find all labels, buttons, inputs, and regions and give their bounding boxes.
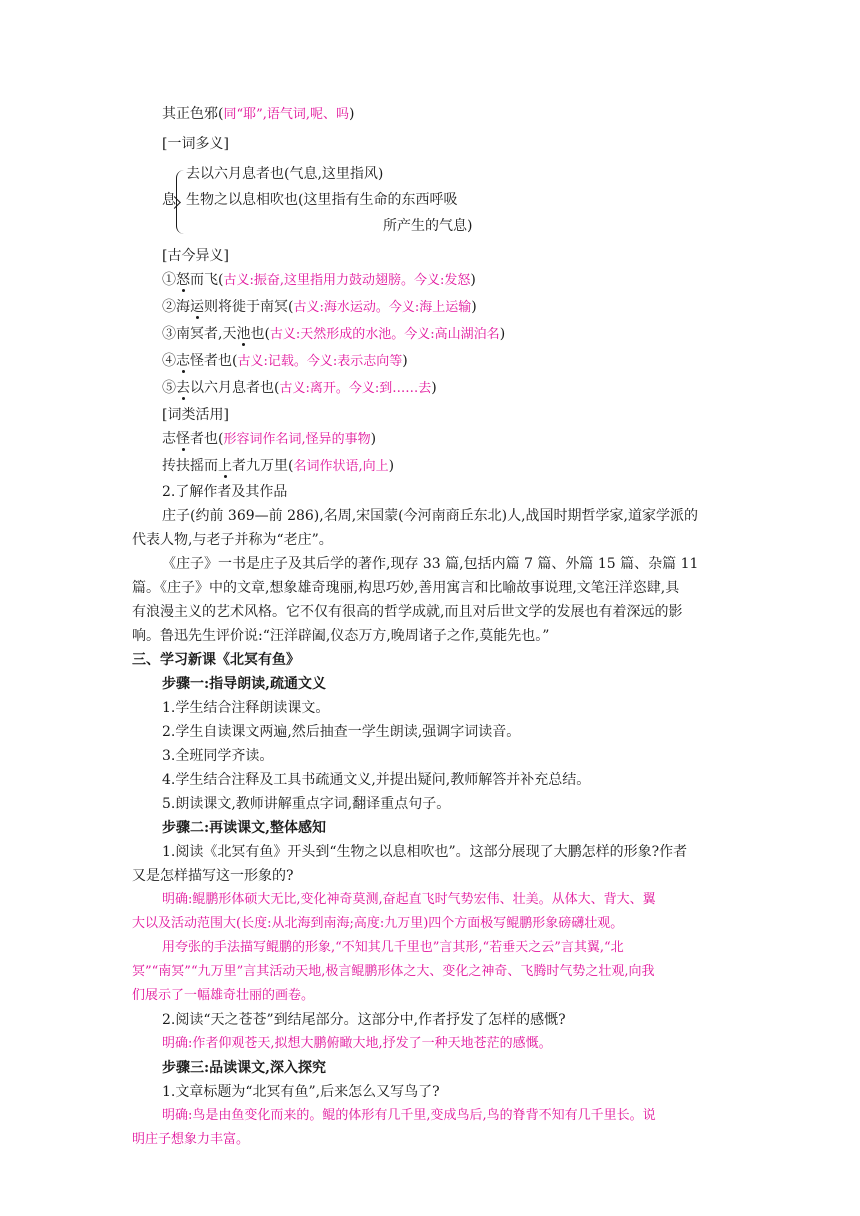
line-qi-zheng-se [162, 104, 355, 125]
text: ① [162, 272, 176, 288]
text: 则将徙于南冥( [204, 299, 294, 315]
text: 所产生的气息 [383, 218, 467, 234]
text: ⑤ [162, 380, 176, 396]
text: ③南冥者,天 [162, 326, 237, 342]
gujin-item-4 [162, 351, 408, 372]
dotted-char: 怪 [176, 431, 190, 447]
xi-meaning-1 [186, 164, 383, 184]
paragraph-line: 响。鲁迅先生评价说:“汪洋辟阖,仪态万方,晚周诸子之作,莫能先也。” [132, 628, 550, 644]
annotation: 古义:振奋,这里指用力鼓动翅膀。今义:发怒 [223, 273, 471, 288]
gujin-item-3 [162, 324, 505, 345]
annotation: 形容词作名词,怪异的事物 [223, 432, 371, 447]
text: ④ [162, 353, 176, 369]
step-heading: 步骤三:品读课文,深入探究 [162, 1060, 327, 1076]
heading-gu-jin-yi-yi: [古今异义] [162, 248, 229, 264]
text: 志 [162, 431, 176, 447]
text: ) [377, 166, 384, 182]
question-line: 又是怎样描写这一形象的? [132, 868, 294, 884]
text: 抟扶摇而 [162, 458, 218, 474]
step-heading: 步骤一:指导朗读,疏通文义 [162, 676, 327, 692]
text: 而飞( [190, 272, 224, 288]
cilei-item-1 [162, 429, 376, 450]
step-heading: 步骤二:再读课文,整体感知 [162, 820, 327, 836]
annotation: 古义:海水运动。今义:海上运输 [293, 300, 472, 315]
dotted-char: 怒 [176, 272, 190, 288]
paragraph-line: 有浪漫主义的艺术风格。它不仅有很高的哲学成就,而且对后世文学的发展也有着深远的影 [132, 604, 683, 620]
xi-meaning-2 [186, 190, 457, 210]
paragraph-line: 《庄子》一书是庄子及其后学的著作,现存 33 篇,包括内篇 7 篇、外篇 15 篇、杂篇 11 [162, 556, 699, 572]
heading-ci-lei-huo-yong: [词类活用] [162, 407, 229, 423]
annotation: 古义:记载。今义:表示志向等 [237, 354, 403, 369]
annotation: 名词作状语,向上 [293, 459, 389, 474]
annotation: 古义:天然形成的水池。今义:高山湖泊名 [269, 327, 500, 342]
text: ) [467, 218, 473, 234]
section-heading: 三、学习新课《北冥有鱼》 [132, 652, 300, 668]
annotation: 古义:离开。今义:到……去 [279, 381, 432, 396]
answer-line: 用夸张的手法描写鲲鹏的形象,“不知其几千里也”言其形,“若垂天之云”言其翼,“北 [162, 940, 624, 955]
text: ) [431, 380, 437, 396]
question-line: 1.文章标题为“北冥有鱼”,后来怎么又写鸟了? [162, 1084, 440, 1100]
text: 以六月息者也( [190, 380, 280, 396]
paragraph-line: 代表人物,与老子并称为“老庄”。 [132, 532, 333, 548]
text: 生物之以息相吹也( [186, 192, 304, 208]
text: ) [402, 353, 408, 369]
answer-line: 冥”“南冥”“九万里”言其活动天地,极言鲲鹏形体之大、变化之神奇、飞腾时气势之壮观,向我 [132, 964, 655, 979]
xi-meaning-2-cont [383, 216, 472, 236]
answer-line: 大以及活动范围大(长度:从北海到南海;高度:九万里)四个方面极写鲲鹏形象磅礴壮观。 [132, 916, 624, 931]
dotted-char: 志 [176, 353, 190, 369]
answer-line: 明确:作者仰观苍天,拟想大鹏俯瞰大地,抒发了一种天地苍茫的感慨。 [162, 1036, 552, 1051]
dotted-char: 去 [176, 380, 190, 396]
text: ) [499, 326, 506, 342]
text: 其正色邪( [162, 106, 224, 122]
annotation: 同“耶”,语气词,呢、吗 [223, 107, 350, 122]
text: 这里指有生命的东西呼吸 [303, 192, 458, 208]
answer-line: 们展示了一幅雄奇壮丽的画卷。 [132, 988, 315, 1003]
text: 者也( [190, 431, 224, 447]
text: ) [471, 299, 477, 315]
dotted-char: 池 [236, 326, 251, 342]
text: ②海 [162, 299, 190, 315]
text: 去以六月息者也( [186, 166, 290, 182]
step-item: 2.学生自读课文两遍,然后抽查一学生朗读,强调字词读音。 [162, 724, 521, 740]
text: 者九万里( [232, 458, 294, 474]
xi-character: 息 [162, 192, 176, 208]
heading-yi-ci-duo-yi: [一词多义] [162, 136, 229, 152]
paragraph-line: 篇。《庄子》中的文章,想象雄奇瑰丽,构思巧妙,善用寓言和比喻故事说理,文笔汪洋恣肆,具 [132, 580, 680, 596]
text: ) [370, 431, 377, 447]
dotted-char: 运 [190, 299, 204, 315]
answer-line: 明确:鲲鹏形体硕大无比,变化神奇莫测,奋起直飞时气势宏伟、壮美。从体大、背大、翼 [162, 892, 656, 907]
text: ) [470, 272, 476, 288]
gujin-item-2 [162, 297, 477, 318]
question-line: 2.阅读“天之苍苍”到结尾部分。这部分中,作者抒发了怎样的感慨? [162, 1012, 566, 1028]
text: ) [388, 458, 395, 474]
paragraph-line: 庄子(约前 369—前 286),名周,宋国蒙(今河南商丘东北)人,战国时期哲学家,道家学派的 [162, 508, 698, 524]
step-item: 1.学生结合注释朗读课文。 [162, 700, 330, 716]
step-item: 3.全班同学齐读。 [162, 748, 274, 764]
text: ) [349, 106, 355, 122]
gujin-item-1 [162, 270, 476, 291]
step-item: 5.朗读课文,教师讲解重点字词,翻译重点句子。 [162, 796, 451, 812]
text: 气息,这里指风 [289, 166, 378, 182]
dotted-char: 上 [218, 458, 232, 474]
text: 怪者也( [190, 353, 238, 369]
cilei-item-2 [162, 456, 394, 477]
answer-line: 明确:鸟是由鱼变化而来的。鲲的体形有几千里,变成鸟后,鸟的脊背不知有几千里长。说 [162, 1108, 656, 1123]
step-item: 4.学生结合注释及工具书疏通文义,并提出疑问,教师解答并补充总结。 [162, 772, 591, 788]
gujin-item-5 [162, 378, 437, 399]
answer-line: 明庄子想象力丰富。 [132, 1132, 250, 1147]
author-heading: 2.了解作者及其作品 [162, 484, 288, 500]
text: 也( [250, 326, 270, 342]
question-line: 1.阅读《北冥有鱼》开头到“生物之以息相吹也”。这部分展现了大鹏怎样的形象?作者 [162, 844, 688, 860]
